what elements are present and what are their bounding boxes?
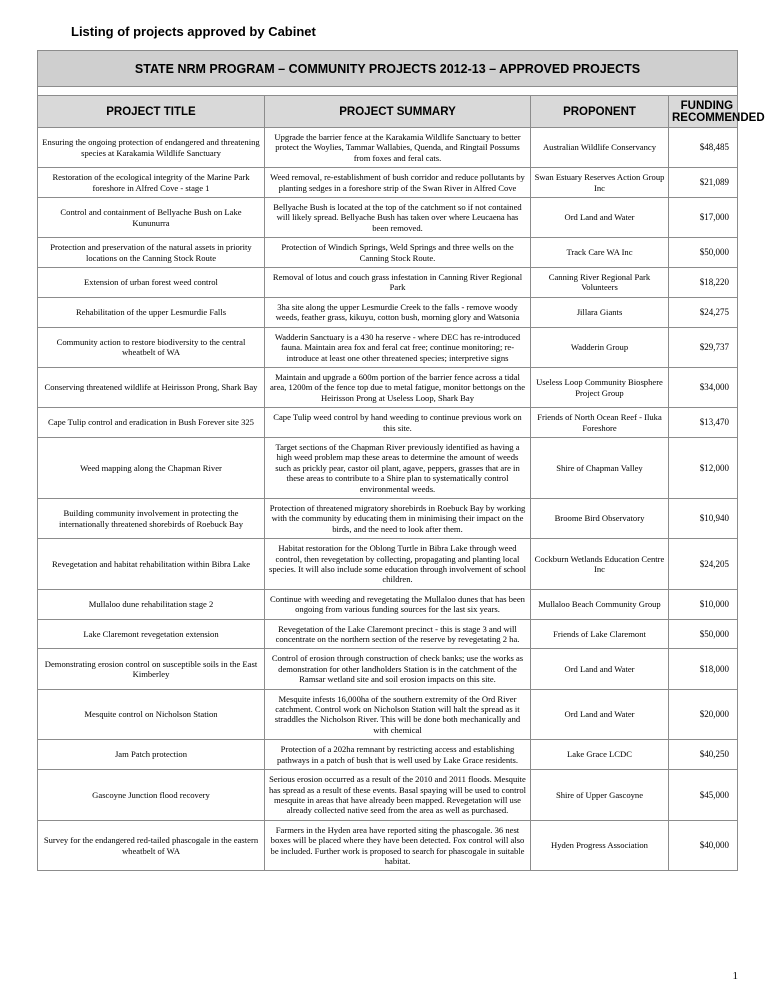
project-summary-cell: 3ha site along the upper Lesmurdie Creek to the falls - remove woody weeds, feather grass, kikuyu, cotton bush, morning glory and Watsonia <box>265 297 531 327</box>
proponent-cell: Canning River Regional Park Volunteers <box>531 268 669 298</box>
project-summary-cell: Revegetation of the Lake Claremont precinct - this is stage 3 and will concentrate on the northern section of the reserve by revegetating 2 ha. <box>265 619 531 649</box>
proponent-cell: Ord Land and Water <box>531 649 669 689</box>
project-summary-cell: Control of erosion through construction of check banks; use the works as demonstration for other landholders Station is in the catchment of the Ramsar wetland site and soil erosion impacts on this site. <box>265 649 531 689</box>
project-summary-cell: Farmers in the Hyden area have reported siting the phascogale. 36 nest boxes will be placed where they have been detected. Fox control will also be included. Further work is proposed to search for phascogale in suitable habitat. <box>265 820 531 871</box>
project-title-cell: Building community involvement in protecting the internationally threatened shorebirds of Roebuck Bay <box>38 498 265 538</box>
funding-cell: $40,000 <box>669 820 738 871</box>
proponent-cell: Mullaloo Beach Community Group <box>531 589 669 619</box>
funding-header-line2: RECOMMENDED <box>672 111 765 124</box>
project-title-cell: Control and containment of Bellyache Bush on Lake Kununurra <box>38 198 265 238</box>
table-row <box>38 128 738 168</box>
table-row <box>38 198 738 238</box>
project-summary-cell: Upgrade the barrier fence at the Karakamia Wildlife Sanctuary to better protect the Woylies, Tammar Wallabies, Quenda, and Ringtail Possums from foxes and feral cats. <box>265 128 531 168</box>
proponent-cell: Useless Loop Community Biosphere Project Group <box>531 367 669 407</box>
funding-cell: $10,000 <box>669 589 738 619</box>
column-header-proponent: PROPONENT <box>531 96 669 128</box>
table-row <box>38 689 738 740</box>
table-row <box>38 619 738 649</box>
funding-header-line1: FUNDING <box>680 99 734 112</box>
funding-cell: $13,470 <box>669 408 738 438</box>
project-title-cell: Mullaloo dune rehabilitation stage 2 <box>38 589 265 619</box>
proponent-cell: Ord Land and Water <box>531 198 669 238</box>
project-summary-cell: Mesquite infests 16,000ha of the southern extremity of the Ord River catchment. Control work on Nicholson Station will halt the spread as it straddles the Nicholson River. This will be done both mechanically and with chemical <box>265 689 531 740</box>
page-number: 1 <box>732 970 738 982</box>
table-row <box>38 268 738 298</box>
project-title-cell: Restoration of the ecological integrity of the Marine Park foreshore in Alfred Cove - stage 1 <box>38 168 265 198</box>
table-row <box>38 770 738 821</box>
project-title-cell: Extension of urban forest weed control <box>38 268 265 298</box>
table-title: STATE NRM PROGRAM – COMMUNITY PROJECTS 2012-13 – APPROVED PROJECTS <box>38 51 738 87</box>
funding-cell: $18,220 <box>669 268 738 298</box>
project-title-cell: Community action to restore biodiversity to the central wheatbelt of WA <box>38 327 265 367</box>
project-title-cell: Demonstrating erosion control on susceptible soils in the East Kimberley <box>38 649 265 689</box>
project-title-cell: Protection and preservation of the natural assets in priority locations on the Canning Stock Route <box>38 238 265 268</box>
proponent-cell: Australian Wildlife Conservancy <box>531 128 669 168</box>
project-title-cell: Mesquite control on Nicholson Station <box>38 689 265 740</box>
table-row <box>38 498 738 538</box>
table-row <box>38 238 738 268</box>
document-heading: Listing of projects approved by Cabinet <box>71 24 316 39</box>
project-summary-cell: Cape Tulip weed control by hand weeding to continue previous work on this site. <box>265 408 531 438</box>
project-summary-cell: Protection of Windich Springs, Weld Springs and three wells on the Canning Stock Route. <box>265 238 531 268</box>
table-row <box>38 437 738 498</box>
funding-cell: $24,275 <box>669 297 738 327</box>
project-summary-cell: Bellyache Bush is located at the top of the catchment so if not contained will likely spread. Bellyache Bush has taken over where Leucaena has been removed. <box>265 198 531 238</box>
spacer <box>38 87 738 96</box>
table-row <box>38 327 738 367</box>
funding-cell: $18,000 <box>669 649 738 689</box>
proponent-cell: Jillara Giants <box>531 297 669 327</box>
proponent-cell: Ord Land and Water <box>531 689 669 740</box>
funding-cell: $24,205 <box>669 539 738 590</box>
project-title-cell: Lake Claremont revegetation extension <box>38 619 265 649</box>
funding-cell: $29,737 <box>669 327 738 367</box>
table-body <box>38 128 738 871</box>
project-summary-cell: Serious erosion occurred as a result of the 2010 and 2011 floods. Mesquite has spread as a result of these events. Basal spaying will be used to control mesquite in areas that have already been mapped. Revegetation will use already collected native seed from the area as well as purchased. <box>265 770 531 821</box>
header-row <box>38 96 738 128</box>
project-summary-cell: Removal of lotus and couch grass infestation in Canning River Regional Park <box>265 268 531 298</box>
proponent-cell: Friends of Lake Claremont <box>531 619 669 649</box>
projects-table-container <box>37 50 765 871</box>
column-header-funding <box>669 96 765 128</box>
projects-table <box>37 50 765 871</box>
proponent-cell: Wadderin Group <box>531 327 669 367</box>
table-row <box>38 649 738 689</box>
proponent-cell: Shire of Chapman Valley <box>531 437 669 498</box>
funding-cell: $50,000 <box>669 619 738 649</box>
project-title-cell: Revegetation and habitat rehabilitation within Bibra Lake <box>38 539 265 590</box>
column-header-title: PROJECT TITLE <box>38 96 265 128</box>
proponent-cell: Track Care WA Inc <box>531 238 669 268</box>
funding-cell: $10,940 <box>669 498 738 538</box>
proponent-cell: Cockburn Wetlands Education Centre Inc <box>531 539 669 590</box>
table-row <box>38 367 738 407</box>
table-row <box>38 740 738 770</box>
funding-cell: $20,000 <box>669 689 738 740</box>
funding-cell: $12,000 <box>669 437 738 498</box>
proponent-cell: Swan Estuary Reserves Action Group Inc <box>531 168 669 198</box>
project-title-cell: Survey for the endangered red-tailed phascogale in the eastern wheatbelt of WA <box>38 820 265 871</box>
project-title-cell: Cape Tulip control and eradication in Bush Forever site 325 <box>38 408 265 438</box>
table-row <box>38 168 738 198</box>
funding-cell: $40,250 <box>669 740 738 770</box>
project-summary-cell: Target sections of the Chapman River previously identified as having a high weed problem map these areas to determine the amount of weeds such as prickly pear, castor oil plant, agave, peppers, grasses that are in these areas to contribute to a Shire plan to systematically control environmental weeds. <box>265 437 531 498</box>
project-title-cell: Jam Patch protection <box>38 740 265 770</box>
project-summary-cell: Wadderin Sanctuary is a 430 ha reserve - where DEC has re-introduced fauna. Maintain area fox and feral cat free; continue monitoring; re-introduce at least one other threatened species; interpretive signs <box>265 327 531 367</box>
project-summary-cell: Protection of threatened migratory shorebirds in Roebuck Bay by working with the community by educating them in minimising their impact on the birds, and the need to look after them. <box>265 498 531 538</box>
table-row <box>38 408 738 438</box>
proponent-cell: Broome Bird Observatory <box>531 498 669 538</box>
funding-cell: $45,000 <box>669 770 738 821</box>
project-summary-cell: Weed removal, re-establishment of bush corridor and reduce pollutants by planting sedges in a foreshore strip of the Swan River in Alfred Cove <box>265 168 531 198</box>
table-row <box>38 539 738 590</box>
funding-cell: $34,000 <box>669 367 738 407</box>
project-title-cell: Weed mapping along the Chapman River <box>38 437 265 498</box>
table-row <box>38 297 738 327</box>
table-row <box>38 589 738 619</box>
project-summary-cell: Habitat restoration for the Oblong Turtle in Bibra Lake through weed control, then revegetation by collecting, propagating and planting local species. It will also include some education through involvement of school children. <box>265 539 531 590</box>
project-title-cell: Rehabilitation of the upper Lesmurdie Falls <box>38 297 265 327</box>
proponent-cell: Friends of North Ocean Reef - Iluka Foreshore <box>531 408 669 438</box>
proponent-cell: Lake Grace LCDC <box>531 740 669 770</box>
funding-cell: $17,000 <box>669 198 738 238</box>
project-title-cell: Conserving threatened wildlife at Heirisson Prong, Shark Bay <box>38 367 265 407</box>
project-title-cell: Gascoyne Junction flood recovery <box>38 770 265 821</box>
table-row <box>38 820 738 871</box>
project-title-cell: Ensuring the ongoing protection of endangered and threatening species at Karakamia Wildlife Sanctuary <box>38 128 265 168</box>
project-summary-cell: Continue with weeding and revegetating the Mullaloo dunes that has been ongoing from various funding sources for the last six years. <box>265 589 531 619</box>
project-summary-cell: Protection of a 202ha remnant by restricting access and establishing pathways in a patch of bush that is well used by Lake Grace residents. <box>265 740 531 770</box>
funding-cell: $48,485 <box>669 128 738 168</box>
project-summary-cell: Maintain and upgrade a 600m portion of the barrier fence across a tidal area, 1200m of the fence top due to metal fatigue, monitor bettongs on the Heirisson Prong at Useless Loop, Shark Bay <box>265 367 531 407</box>
proponent-cell: Hyden Progress Association <box>531 820 669 871</box>
funding-cell: $21,089 <box>669 168 738 198</box>
column-header-summary: PROJECT SUMMARY <box>265 96 531 128</box>
funding-cell: $50,000 <box>669 238 738 268</box>
proponent-cell: Shire of Upper Gascoyne <box>531 770 669 821</box>
